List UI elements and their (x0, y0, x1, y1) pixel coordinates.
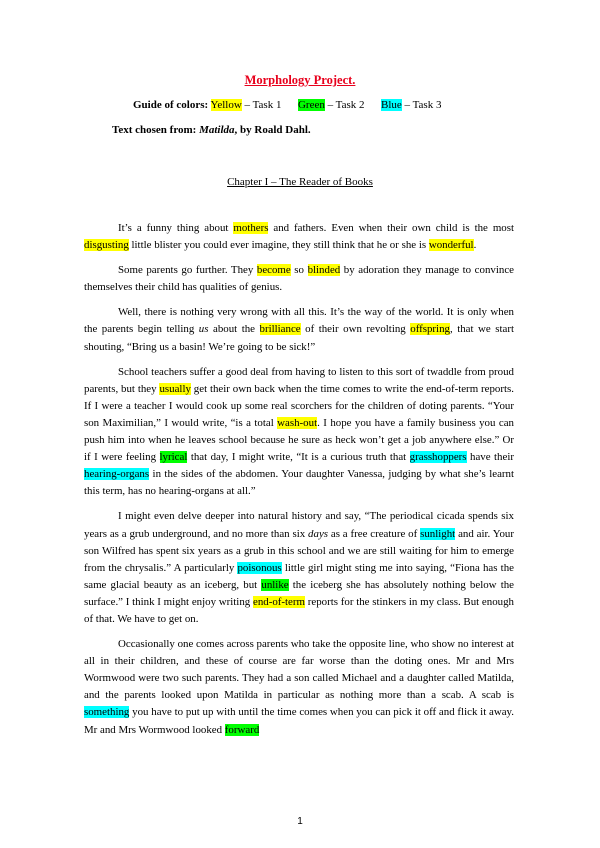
highlighted-word: mothers (233, 222, 269, 234)
text-run: that day, I might write, “It is a curious truth that (187, 451, 410, 464)
text-run: reports for the stinkers in my class. But enough of that. We have to get on. (84, 595, 514, 625)
text-run: have their (466, 451, 514, 464)
text-run: you have to put up with until the time comes when you can pick it off and flick it away. Mr and Mrs Wormwood looked (84, 706, 514, 736)
text-run: and air. Your son Wilfred has spent six years as a grub in this school and we are still waiting for him to emerge from the chrysalis.” A particularly (84, 527, 515, 574)
highlighted-word: hearing-organs (84, 468, 150, 481)
text-run: days (308, 527, 329, 540)
book-author: , by Roald Dahl. (234, 124, 311, 136)
color-guide (133, 99, 441, 111)
paragraph (84, 508, 514, 628)
paragraph (84, 262, 514, 296)
text-run: I might even delve deeper into natural history and say, “The periodical cicada spends six years as a grub underground, and no more than six (84, 510, 514, 540)
green-label: Green (297, 99, 325, 111)
highlighted-word: grasshoppers (409, 451, 467, 464)
page-number: 1 (297, 816, 303, 827)
text-run: the iceberg she has absolutely nothing below the surface.” I think I might enjoy writing (84, 578, 515, 608)
text-run: as a free creature of (328, 527, 421, 540)
highlighted-word: disgusting (84, 239, 129, 252)
highlighted-word: something (84, 706, 130, 719)
text-run: , that we start shouting, “Bring us a basin! We’re going to be sick!” (84, 323, 514, 353)
text-run: get their own back when the time comes to write the end-of-term reports. If I were a teacher I would cook up some real scorchers for the children of doting parents. “Your son Maximilian,” I would write, “is a total (84, 382, 514, 429)
text-run: School teachers suffer a good deal from having to listen to this sort of twaddle from proud parents, but they (84, 365, 514, 395)
paragraph (84, 364, 514, 501)
text-run: little girl might sting me into saying, “Fiona has the same glacial beauty as an iceberg, but (84, 561, 514, 591)
guide-label: Guide of colors: (133, 99, 209, 111)
highlighted-word: forward (224, 723, 260, 736)
highlighted-word: wash-out (277, 416, 318, 429)
paragraph (84, 220, 514, 254)
text-run: Well, there is nothing very wrong with all this. It’s the way of the world. It is only when the parents begin telling (84, 306, 514, 336)
text-run: . I hope you have a family business you can push him into when he leaves school because he sure as heck won’t get a job anywhere else.” Or if I were feeling (84, 416, 514, 464)
paragraph (84, 636, 514, 739)
highlighted-word: blinded (307, 264, 341, 277)
paragraph (84, 304, 514, 355)
text-run: of their own revolting (300, 323, 411, 336)
yellow-label: Yellow (210, 99, 242, 111)
highlighted-word: poisonous (237, 561, 282, 574)
book-title: Matilda (199, 124, 235, 136)
highlighted-word: wonderful (428, 239, 474, 252)
text-chosen-prefix: Text chosen from: (112, 124, 197, 136)
task3-label: – Task 3 (404, 99, 442, 111)
text-run: and fathers. Even when their own child is the most (268, 222, 514, 234)
highlighted-word: offspring (410, 323, 450, 336)
text-run: Some parents go further. They (118, 264, 257, 277)
document-title: Morphology Project. (244, 73, 356, 87)
task1-label: – Task 1 (244, 99, 282, 111)
highlighted-word: brilliance (259, 323, 301, 336)
text-run: Occasionally one comes across parents who take the opposite line, who show no interest at all in their children, and these of course are far worse than the doting ones. Mr and Mrs Wormwood were two such parents. They had a son called Michael and a daughter called Matilda, and the parents looked upon Matilda in particular as nothing more than a scab. A scab is (84, 638, 514, 702)
task2-label: – Task 2 (327, 99, 365, 111)
text-run: in the sides of the abdomen. Your daughter Vanessa, judging by what she’s learnt this term, has no hearing-organs at all.” (84, 468, 514, 498)
text-run: by adoration they manage to convince themselves their child has qualities of genius. (84, 264, 514, 294)
highlighted-word: usually (159, 382, 191, 395)
blue-label: Blue (381, 99, 402, 111)
text-run: so (290, 264, 308, 277)
text-run: . (473, 239, 477, 252)
text-run: about the (208, 323, 260, 336)
highlighted-word: become (256, 264, 291, 277)
text-run: little blister you could ever imagine, they still think that he or she is (128, 239, 429, 252)
text-run: us (198, 323, 209, 336)
text-run: It’s a funny thing about (118, 222, 234, 234)
highlighted-word: lyrical (159, 451, 188, 464)
highlighted-word: end-of-term (252, 595, 305, 608)
chapter-title: Chapter I – The Reader of Books (227, 176, 373, 188)
highlighted-word: unlike (261, 578, 289, 591)
body-text (84, 220, 514, 747)
text-chosen-line (112, 124, 311, 136)
highlighted-word: sunlight (420, 527, 456, 540)
